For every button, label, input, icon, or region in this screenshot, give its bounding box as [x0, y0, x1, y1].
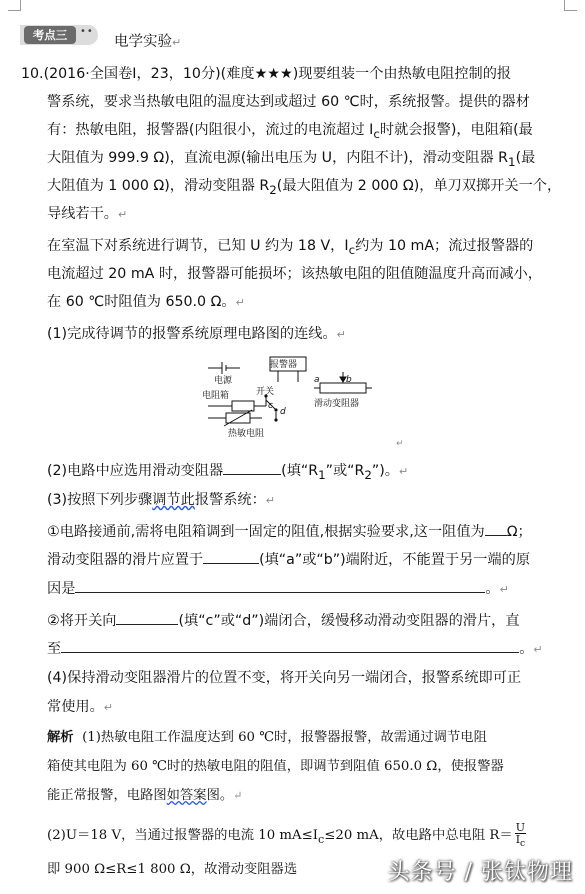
- watermark: 头条号 / 张钛物理: [387, 860, 573, 885]
- label-d: d: [280, 407, 286, 417]
- solution-line-5: 即 900 Ω≤R≤1 800 Ω，故滑动变阻器选: [47, 862, 298, 877]
- answer-blank-slider-end[interactable]: [203, 549, 259, 564]
- step-2-line-1: ②将开关向 (填“c”或“d”)端闭合，缓慢移动滑动变阻器的滑片，直: [47, 610, 520, 631]
- problem-number: 10.: [21, 66, 44, 82]
- step-1-line-3: 因是 。↵: [47, 578, 509, 600]
- label-resistance-box: 电阻箱: [202, 391, 230, 401]
- label-power: 电源: [214, 376, 233, 386]
- solution-line-1: 解析 (1)热敏电阻工作温度达到 60 ℃时，报警器报警，故需通过调节电阻: [47, 730, 487, 745]
- solution-label: 解析: [47, 730, 74, 745]
- label-thermistor: 热敏电阻: [228, 429, 265, 439]
- answer-blank-resistance[interactable]: [485, 521, 507, 536]
- answer-blank-reason[interactable]: [75, 578, 485, 593]
- step-1-line-2: 滑动变阻器的滑片应置于 (填“a”或“b”)端附近，不能置于另一端的原: [47, 549, 530, 570]
- problem-line-5: 大阻值为 1 000 Ω)，滑动变阻器 $R_2$(最大阻值为 2 000 Ω)，单刀双掷开关一个，: [47, 178, 562, 197]
- answer-blank-q2[interactable]: [223, 460, 281, 475]
- section-title: 电学实验↵: [114, 34, 182, 50]
- label-switch: 开关: [256, 387, 275, 397]
- problem-line-3: 有：热敏电阻，报警器(内阻很小，流过的电流超过 $I_c$时就会报警)，电阻箱(最: [47, 122, 533, 141]
- step-2-line-2: 至 。↵: [47, 638, 543, 660]
- solution-line-4: (2)U＝18 V，当通过报警器的电流 10 $mA\le I_c\le 20$ mA，故电路中总电阻 R＝ $\frac{U}{I_c}$: [47, 821, 526, 850]
- conditions-line-2: 电流超过 20 mA 时，报警器可能损坏；该热敏电阻的阻值随温度升高而减小，: [47, 266, 542, 282]
- section-badge: [20, 25, 98, 45]
- answer-blank-until[interactable]: [61, 638, 519, 653]
- badge-label: 考点三: [24, 26, 76, 44]
- fraction-u-over-ic: $\frac{U}{I_c}$: [515, 821, 526, 850]
- step-1-line-1: ①电路接通前,需将电阻箱调到一固定的阻值,根据实验要求,这一阻值为 Ω；: [47, 521, 532, 542]
- question-4-line-2: 常使用。↵: [47, 699, 113, 715]
- page-corner-mark-right: [564, 0, 577, 11]
- question-2: (2)电路中应选用滑动变阻器 (填“$R_1$”或“$R_2$”)。↵: [47, 460, 408, 485]
- problem-line-1: 10.(2016·全国卷Ⅰ，23，10分)(难度★★★)现要组装一个由热敏电阻控制的报: [21, 66, 512, 82]
- label-rheostat: 滑动变阻器: [314, 399, 360, 409]
- badge-dots: ••: [80, 26, 94, 37]
- problem-line-6: 导线若干。↵: [47, 206, 128, 222]
- conditions-line-3: 在 60 ℃时阻值为 650.0 Ω。↵: [47, 294, 245, 310]
- question-3: (3)按照下列步骤调节此报警系统：↵: [47, 492, 275, 508]
- label-alarm: 报警器: [270, 360, 298, 370]
- question-1: (1)完成待调节的报警系统原理电路图的连线。↵: [47, 326, 346, 342]
- page-corner-mark-left: [8, 0, 21, 11]
- solution-line-3: 能正常报警，电路图如答案图。↵: [47, 788, 243, 803]
- problem-line-2: 警系统，要求当热敏电阻的温度达到或超过 60 ℃时，系统报警。提供的器材: [47, 94, 530, 110]
- circuit-diagram: [196, 352, 411, 452]
- label-a: a: [314, 375, 320, 385]
- answer-blank-switch-end[interactable]: [116, 610, 178, 625]
- label-c: c: [268, 401, 273, 411]
- solution-line-2: 箱使其电阻为 60 ℃时的热敏电阻的阻值，即调节到阻值 650.0 Ω，使报警器: [47, 759, 504, 774]
- svg-text:↵: ↵: [396, 439, 404, 449]
- question-4-line-1: (4)保持滑动变阻器滑片的位置不变，将开关向另一端闭合，报警系统即可正: [47, 670, 522, 686]
- conditions-line-1: 在室温下对系统进行调节，已知 U 约为 18 V，$I_c$约为 10 mA；流过报警器的: [47, 238, 534, 257]
- problem-line-4: 大阻值为 999.9 Ω)，直流电源(输出电压为 U，内阻不计)，滑动变阻器 $R_1$(最: [47, 150, 536, 169]
- label-b: b: [346, 375, 352, 385]
